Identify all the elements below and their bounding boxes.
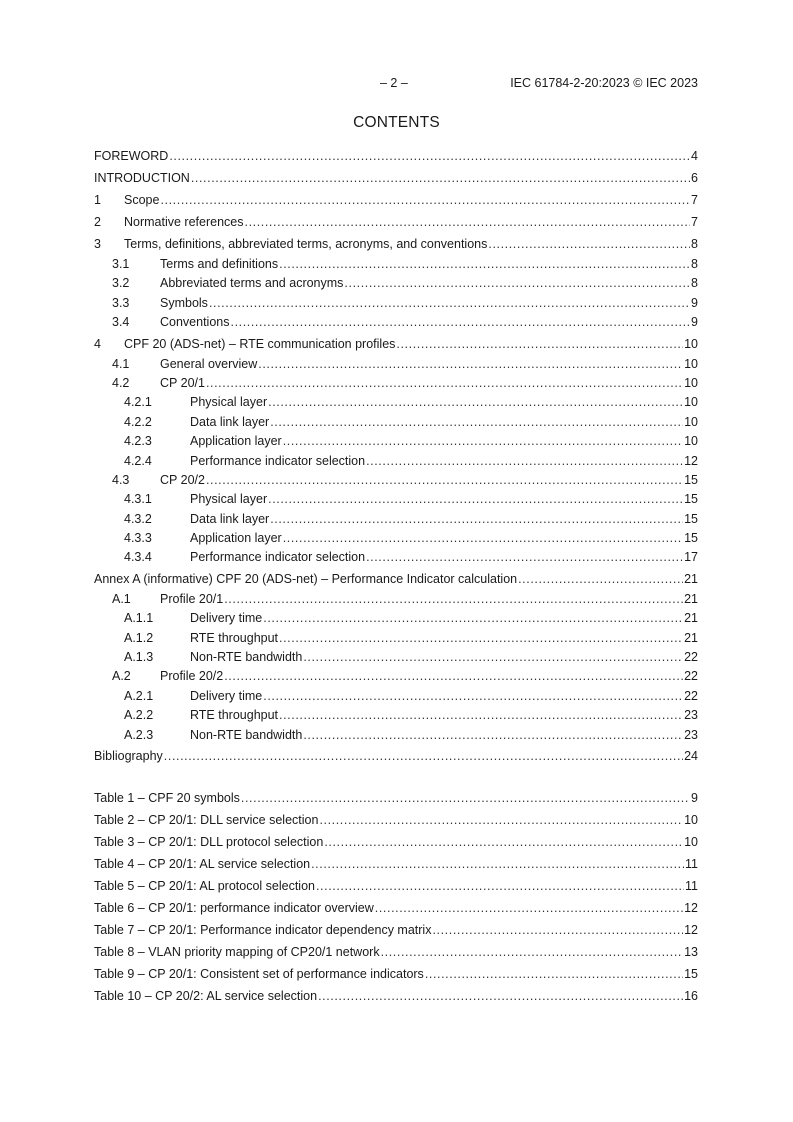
dot-leader: [241, 787, 690, 809]
dot-leader: [324, 831, 683, 853]
toc-entry-page: 21: [684, 611, 698, 626]
toc-entry-number: 4: [94, 336, 101, 351]
dot-leader: [245, 211, 691, 233]
toc-entry-title: CP 20/1: [160, 375, 205, 390]
table-list-entry[interactable]: [94, 919, 698, 941]
toc-entry-number: 2: [94, 215, 101, 229]
dot-leader: [263, 687, 683, 706]
toc-entry-number: A.2.2: [124, 708, 154, 723]
toc-entry-number: A.1.3: [124, 650, 154, 665]
table-entry-title: Table 1 – CPF 20 symbols: [94, 791, 240, 805]
table-entry-page: 16: [684, 989, 698, 1003]
toc-entry[interactable]: [94, 609, 698, 628]
dot-leader: [268, 490, 683, 509]
dot-leader: [258, 355, 683, 374]
page-number: – 2 –: [380, 76, 408, 90]
toc-entry-page: 15: [684, 492, 698, 507]
toc-entry[interactable]: [94, 432, 698, 451]
toc-entry-page: 9: [691, 315, 698, 330]
toc-entry-title: Data link layer: [190, 511, 270, 526]
table-list-entry[interactable]: [94, 897, 698, 919]
toc-entry-title: Normative references: [124, 215, 244, 229]
toc-entry-page: 10: [684, 414, 698, 429]
toc-entry[interactable]: [94, 490, 698, 509]
toc-entry-page: 21: [684, 591, 698, 606]
dot-leader: [488, 233, 690, 255]
toc-entry[interactable]: [94, 355, 698, 374]
toc-entry[interactable]: [94, 471, 698, 490]
toc-entry-title: Non-RTE bandwidth: [190, 727, 303, 742]
dot-leader: [164, 745, 683, 767]
dot-leader: [366, 452, 683, 471]
toc-entry[interactable]: [94, 294, 698, 313]
table-list-entry[interactable]: [94, 963, 698, 985]
toc-entry[interactable]: [94, 529, 698, 548]
toc-entry-page: 10: [684, 434, 698, 449]
dot-leader: [432, 919, 683, 941]
table-entry-page: 9: [691, 791, 698, 805]
toc-entry-number: 4.2.1: [124, 395, 152, 410]
toc-entry[interactable]: [94, 548, 698, 567]
toc-entry[interactable]: [94, 145, 698, 167]
toc-entry-title: Physical layer: [190, 492, 268, 507]
dot-leader: [381, 941, 684, 963]
dot-leader: [319, 809, 683, 831]
dot-leader: [224, 590, 683, 609]
toc-entry[interactable]: [94, 452, 698, 471]
toc-entry-number: 4.3: [112, 472, 130, 487]
toc-entry-title: Physical layer: [190, 395, 268, 410]
table-entry-title: Table 5 – CP 20/1: AL protocol selection: [94, 879, 315, 893]
toc-entry[interactable]: [94, 510, 698, 529]
toc-entry-title: Terms and definitions: [160, 257, 279, 271]
toc-entry-page: 21: [684, 571, 698, 586]
toc-entry[interactable]: [94, 568, 698, 590]
toc-entry[interactable]: [94, 211, 698, 233]
toc-entry-number: 4.2.2: [124, 414, 152, 429]
toc-entry-number: 4.3.3: [124, 531, 152, 546]
toc-entry-title: Non-RTE bandwidth: [190, 650, 303, 665]
contents-title: CONTENTS: [353, 114, 440, 131]
dot-leader: [396, 333, 683, 355]
toc-entry-page: 17: [684, 550, 698, 565]
toc-entry[interactable]: [94, 189, 698, 211]
toc-entry[interactable]: [94, 687, 698, 706]
table-list-entry[interactable]: [94, 875, 698, 897]
toc-entry-title: Symbols: [160, 295, 208, 310]
table-entry-title: Table 10 – CP 20/2: AL service selection: [94, 989, 318, 1003]
toc-entry[interactable]: [94, 255, 698, 274]
toc-entry-number: 1: [94, 193, 101, 207]
toc-entry-title: Application layer: [190, 434, 282, 449]
toc-entry[interactable]: [94, 590, 698, 609]
table-entry-page: 11: [685, 857, 698, 871]
toc-entry-title: Conventions: [160, 315, 230, 330]
toc-entry-page: 8: [691, 237, 698, 251]
page-header: [0, 76, 793, 92]
table-entry-title: Table 2 – CP 20/1: DLL service selection: [94, 813, 319, 827]
toc-entry-title: Performance indicator selection: [190, 453, 366, 468]
toc-entry[interactable]: [94, 374, 698, 393]
toc-entry-number: A.1.2: [124, 630, 154, 645]
table-entry-page: 12: [684, 923, 698, 937]
toc-entry-page: 22: [684, 688, 698, 703]
dot-leader: [303, 726, 683, 745]
dot-leader: [279, 255, 690, 274]
toc-entry-number: A.1.1: [124, 611, 154, 626]
dot-leader: [283, 529, 683, 548]
toc-entry-page: 10: [684, 395, 698, 410]
toc-entry-page: 7: [691, 193, 698, 207]
table-entry-title: Table 8 – VLAN priority mapping of CP20/1 network: [94, 945, 380, 959]
toc-entry-title: Profile 20/1: [160, 591, 224, 606]
toc-entry-page: 10: [684, 356, 698, 371]
toc-entry-page: 15: [684, 531, 698, 546]
toc-entry-page: 8: [691, 276, 698, 291]
toc-entry-title: Delivery time: [190, 611, 263, 626]
dot-leader: [316, 875, 684, 897]
table-entry-page: 13: [684, 945, 698, 959]
dot-leader: [279, 629, 683, 648]
toc-entry-number: 4.2.4: [124, 453, 152, 468]
toc-entry-title: General overview: [160, 356, 258, 371]
toc-entry-number: A.1: [112, 591, 131, 606]
dot-leader: [283, 432, 683, 451]
table-entry-page: 12: [684, 901, 698, 915]
dot-leader: [169, 145, 690, 167]
toc-entry-page: 10: [684, 375, 698, 390]
dot-leader: [311, 853, 684, 875]
dot-leader: [231, 313, 691, 332]
toc-entry-page: 23: [684, 727, 698, 742]
toc-entry-title: Annex A (informative) CPF 20 (ADS-net) – Performance Indicator calculation: [94, 571, 518, 586]
dot-leader: [160, 189, 690, 211]
toc-entry-title: Abbreviated terms and acronyms: [160, 276, 344, 291]
table-entry-title: Table 9 – CP 20/1: Consistent set of performance indicators: [94, 967, 424, 981]
dot-leader: [270, 413, 683, 432]
toc-entry[interactable]: [94, 313, 698, 332]
toc-entry[interactable]: [94, 667, 698, 686]
toc-entry-title: Bibliography: [94, 748, 163, 763]
toc-entry-page: 10: [684, 336, 698, 351]
table-entry-page: 15: [684, 967, 698, 981]
toc-entry[interactable]: [94, 413, 698, 432]
toc-entry[interactable]: [94, 706, 698, 725]
dot-leader: [268, 393, 683, 412]
table-list-entry[interactable]: [94, 853, 698, 875]
list-of-tables: [94, 787, 698, 1007]
toc-entry-number: 4.3.4: [124, 550, 152, 565]
toc-entry-page: 9: [691, 295, 698, 310]
toc-entry-title: Performance indicator selection: [190, 550, 366, 565]
toc-entry-number: 3.4: [112, 315, 130, 330]
toc-entry-page: 15: [684, 472, 698, 487]
dot-leader: [303, 648, 683, 667]
dot-leader: [279, 706, 683, 725]
toc-entry-number: 4.2: [112, 375, 130, 390]
toc-entry-number: A.2: [112, 669, 131, 684]
table-list-entry[interactable]: [94, 809, 698, 831]
toc-entry-number: A.2.1: [124, 688, 154, 703]
dot-leader: [209, 294, 690, 313]
toc-entry-title: Delivery time: [190, 688, 263, 703]
toc-entry-title: CPF 20 (ADS-net) – RTE communication profiles: [124, 336, 396, 351]
toc-entry-title: RTE throughput: [190, 630, 279, 645]
toc-entry-number: 3: [94, 237, 101, 251]
table-list-entry[interactable]: [94, 787, 698, 809]
toc-entry-page: 22: [684, 650, 698, 665]
table-list-entry[interactable]: [94, 941, 698, 963]
toc-entry-page: 7: [691, 215, 698, 229]
toc-entry-title: Profile 20/2: [160, 669, 224, 684]
toc-entry-number: 4.3.1: [124, 492, 152, 507]
toc-entry-title: Terms, definitions, abbreviated terms, acronyms, and conventions: [124, 237, 488, 251]
toc-entry[interactable]: [94, 167, 698, 189]
dot-leader: [206, 471, 683, 490]
toc-entry-number: A.2.3: [124, 727, 154, 742]
document-reference: IEC 61784-2-20:2023 © IEC 2023: [510, 76, 698, 90]
table-entry-title: Table 3 – CP 20/1: DLL protocol selection: [94, 835, 324, 849]
toc-entry-page: 4: [691, 149, 698, 163]
dot-leader: [270, 510, 683, 529]
dot-leader: [425, 963, 683, 985]
dot-leader: [375, 897, 683, 919]
dot-leader: [206, 374, 683, 393]
toc-entry-number: 4.3.2: [124, 511, 152, 526]
dot-leader: [518, 568, 683, 590]
table-entry-title: Table 4 – CP 20/1: AL service selection: [94, 857, 311, 871]
table-entry-title: Table 6 – CP 20/1: performance indicator overview: [94, 901, 374, 915]
dot-leader: [263, 609, 683, 628]
toc-entry-page: 24: [684, 748, 698, 763]
toc-entry-title: INTRODUCTION: [94, 171, 190, 185]
toc-entry[interactable]: [94, 274, 698, 293]
toc-entry-title: CP 20/2: [160, 472, 205, 487]
toc-entry-title: FOREWORD: [94, 149, 169, 163]
toc-entry-page: 21: [684, 630, 698, 645]
toc-entry-number: 3.2: [112, 276, 130, 291]
toc-entry-page: 15: [684, 511, 698, 526]
toc-entry-title: Application layer: [190, 531, 282, 546]
table-entry-page: 10: [684, 835, 698, 849]
toc-entry[interactable]: [94, 233, 698, 255]
toc-entry-page: 22: [684, 669, 698, 684]
table-entry-title: Table 7 – CP 20/1: Performance indicator dependency matrix: [94, 923, 432, 937]
toc-entry-number: 3.1: [112, 257, 130, 271]
toc-entry[interactable]: [94, 629, 698, 648]
toc-entry-number: 4.2.3: [124, 434, 152, 449]
toc-entry-page: 6: [691, 171, 698, 185]
toc-entry-title: RTE throughput: [190, 708, 279, 723]
toc-entry-number: 3.3: [112, 295, 130, 310]
toc-entry[interactable]: [94, 726, 698, 745]
toc-entry[interactable]: [94, 648, 698, 667]
toc-entry[interactable]: [94, 333, 698, 355]
dot-leader: [344, 274, 690, 293]
toc-entry-page: 12: [684, 453, 698, 468]
toc-entry-title: Scope: [124, 193, 160, 207]
toc-entry-number: 4.1: [112, 356, 130, 371]
table-entry-page: 11: [685, 879, 698, 893]
table-entry-page: 10: [684, 813, 698, 827]
toc-entry-page: 8: [691, 257, 698, 271]
dot-leader: [224, 667, 683, 686]
toc-entry[interactable]: [94, 393, 698, 412]
toc-entry-page: 23: [684, 708, 698, 723]
dot-leader: [366, 548, 683, 567]
dot-leader: [318, 985, 683, 1007]
table-list-entry[interactable]: [94, 985, 698, 1007]
table-list-entry[interactable]: [94, 831, 698, 853]
toc-entry-title: Data link layer: [190, 414, 270, 429]
toc-entry[interactable]: [94, 745, 698, 767]
table-of-contents: [94, 145, 698, 767]
dot-leader: [191, 167, 690, 189]
